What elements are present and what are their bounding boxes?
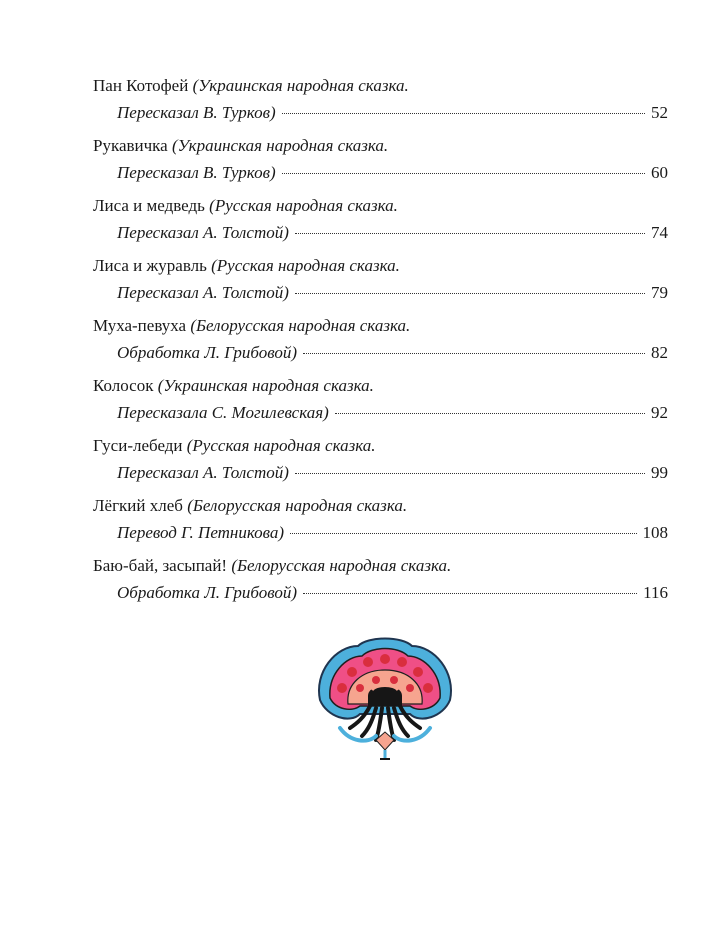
entry-source: (Украинская народная сказка. [157,376,374,395]
entry-title-line [93,494,407,518]
entry-credit-line [117,581,668,605]
page-number: 79 [651,283,668,302]
entry-credit: Перевод Г. Петникова) [117,523,285,542]
entry-source: (Русская народная сказка. [186,436,376,455]
page-number: 108 [642,523,668,542]
entry-credit: Пересказал В. Турков) [117,103,276,122]
toc-entry[interactable] [93,434,668,494]
entry-title-line [93,314,410,338]
dot-leader [282,173,645,174]
table-of-contents [93,74,668,614]
toc-entry[interactable] [93,254,668,314]
page-number: 74 [651,223,668,242]
entry-title: Лёгкий хлеб [93,496,183,515]
page-number: 99 [651,463,668,482]
entry-title: Пан Котофей [93,76,189,95]
entry-credit-line [117,101,668,125]
dot-leader [295,293,645,294]
toc-entry[interactable] [93,374,668,434]
entry-source: (Русская народная сказка. [209,196,398,215]
entry-credit: Пересказал А. Толстой) [117,463,289,482]
page-number: 82 [651,343,668,362]
entry-title: Гуси-лебеди [93,436,183,455]
entry-title-line [93,134,388,158]
entry-credit: Обработка Л. Грибовой) [117,583,298,602]
dot-leader [290,533,636,534]
entry-credit: Пересказал А. Толстой) [117,223,289,242]
entry-title-line [93,434,376,458]
entry-credit-line [117,521,668,545]
toc-entry[interactable] [93,554,668,614]
entry-credit-line [117,401,668,425]
dot-leader [303,593,637,594]
entry-credit-line [117,281,668,305]
toc-entry[interactable] [93,314,668,374]
entry-title-line [93,194,398,218]
entry-credit: Пересказал А. Толстой) [117,283,289,302]
dot-leader [303,353,645,354]
entry-credit-line [117,341,668,365]
page-number: 92 [651,403,668,422]
entry-title: Муха-певуха [93,316,187,335]
entry-title-line [93,254,400,278]
entry-credit: Обработка Л. Грибовой) [117,343,298,362]
toc-entry[interactable] [93,494,668,554]
entry-title: Баю-бай, засыпай! [93,556,228,575]
entry-source: (Украинская народная сказка. [171,136,389,155]
entry-source: (Белорусская народная сказка. [231,556,452,575]
entry-title: Колосок [93,376,154,395]
entry-source: (Украинская народная сказка. [192,76,409,95]
folk-flower-ornament-icon [310,632,460,767]
page-number: 60 [651,163,668,182]
dot-leader [295,233,645,234]
entry-title: Рукавичка [93,136,168,155]
toc-entry[interactable] [93,194,668,254]
entry-credit: Пересказала С. Могилевская) [117,403,329,422]
entry-title: Лиса и медведь [93,196,205,215]
dot-leader [295,473,645,474]
entry-title-line [93,374,374,398]
toc-entry[interactable] [93,74,668,134]
dot-leader [335,413,645,414]
page-number: 52 [651,103,668,122]
entry-title: Лиса и журавль [93,256,207,275]
entry-title-line [93,554,451,578]
entry-source: (Белорусская народная сказка. [190,316,411,335]
entry-credit-line [117,221,668,245]
toc-entry[interactable] [93,134,668,194]
entry-source: (Белорусская народная сказка. [187,496,408,515]
page-number: 116 [643,583,668,602]
dot-leader [282,113,645,114]
entry-source: (Русская народная сказка. [211,256,400,275]
entry-credit: Пересказал В. Турков) [117,163,276,182]
entry-credit-line [117,461,668,485]
entry-credit-line [117,161,668,185]
entry-title-line [93,74,409,98]
